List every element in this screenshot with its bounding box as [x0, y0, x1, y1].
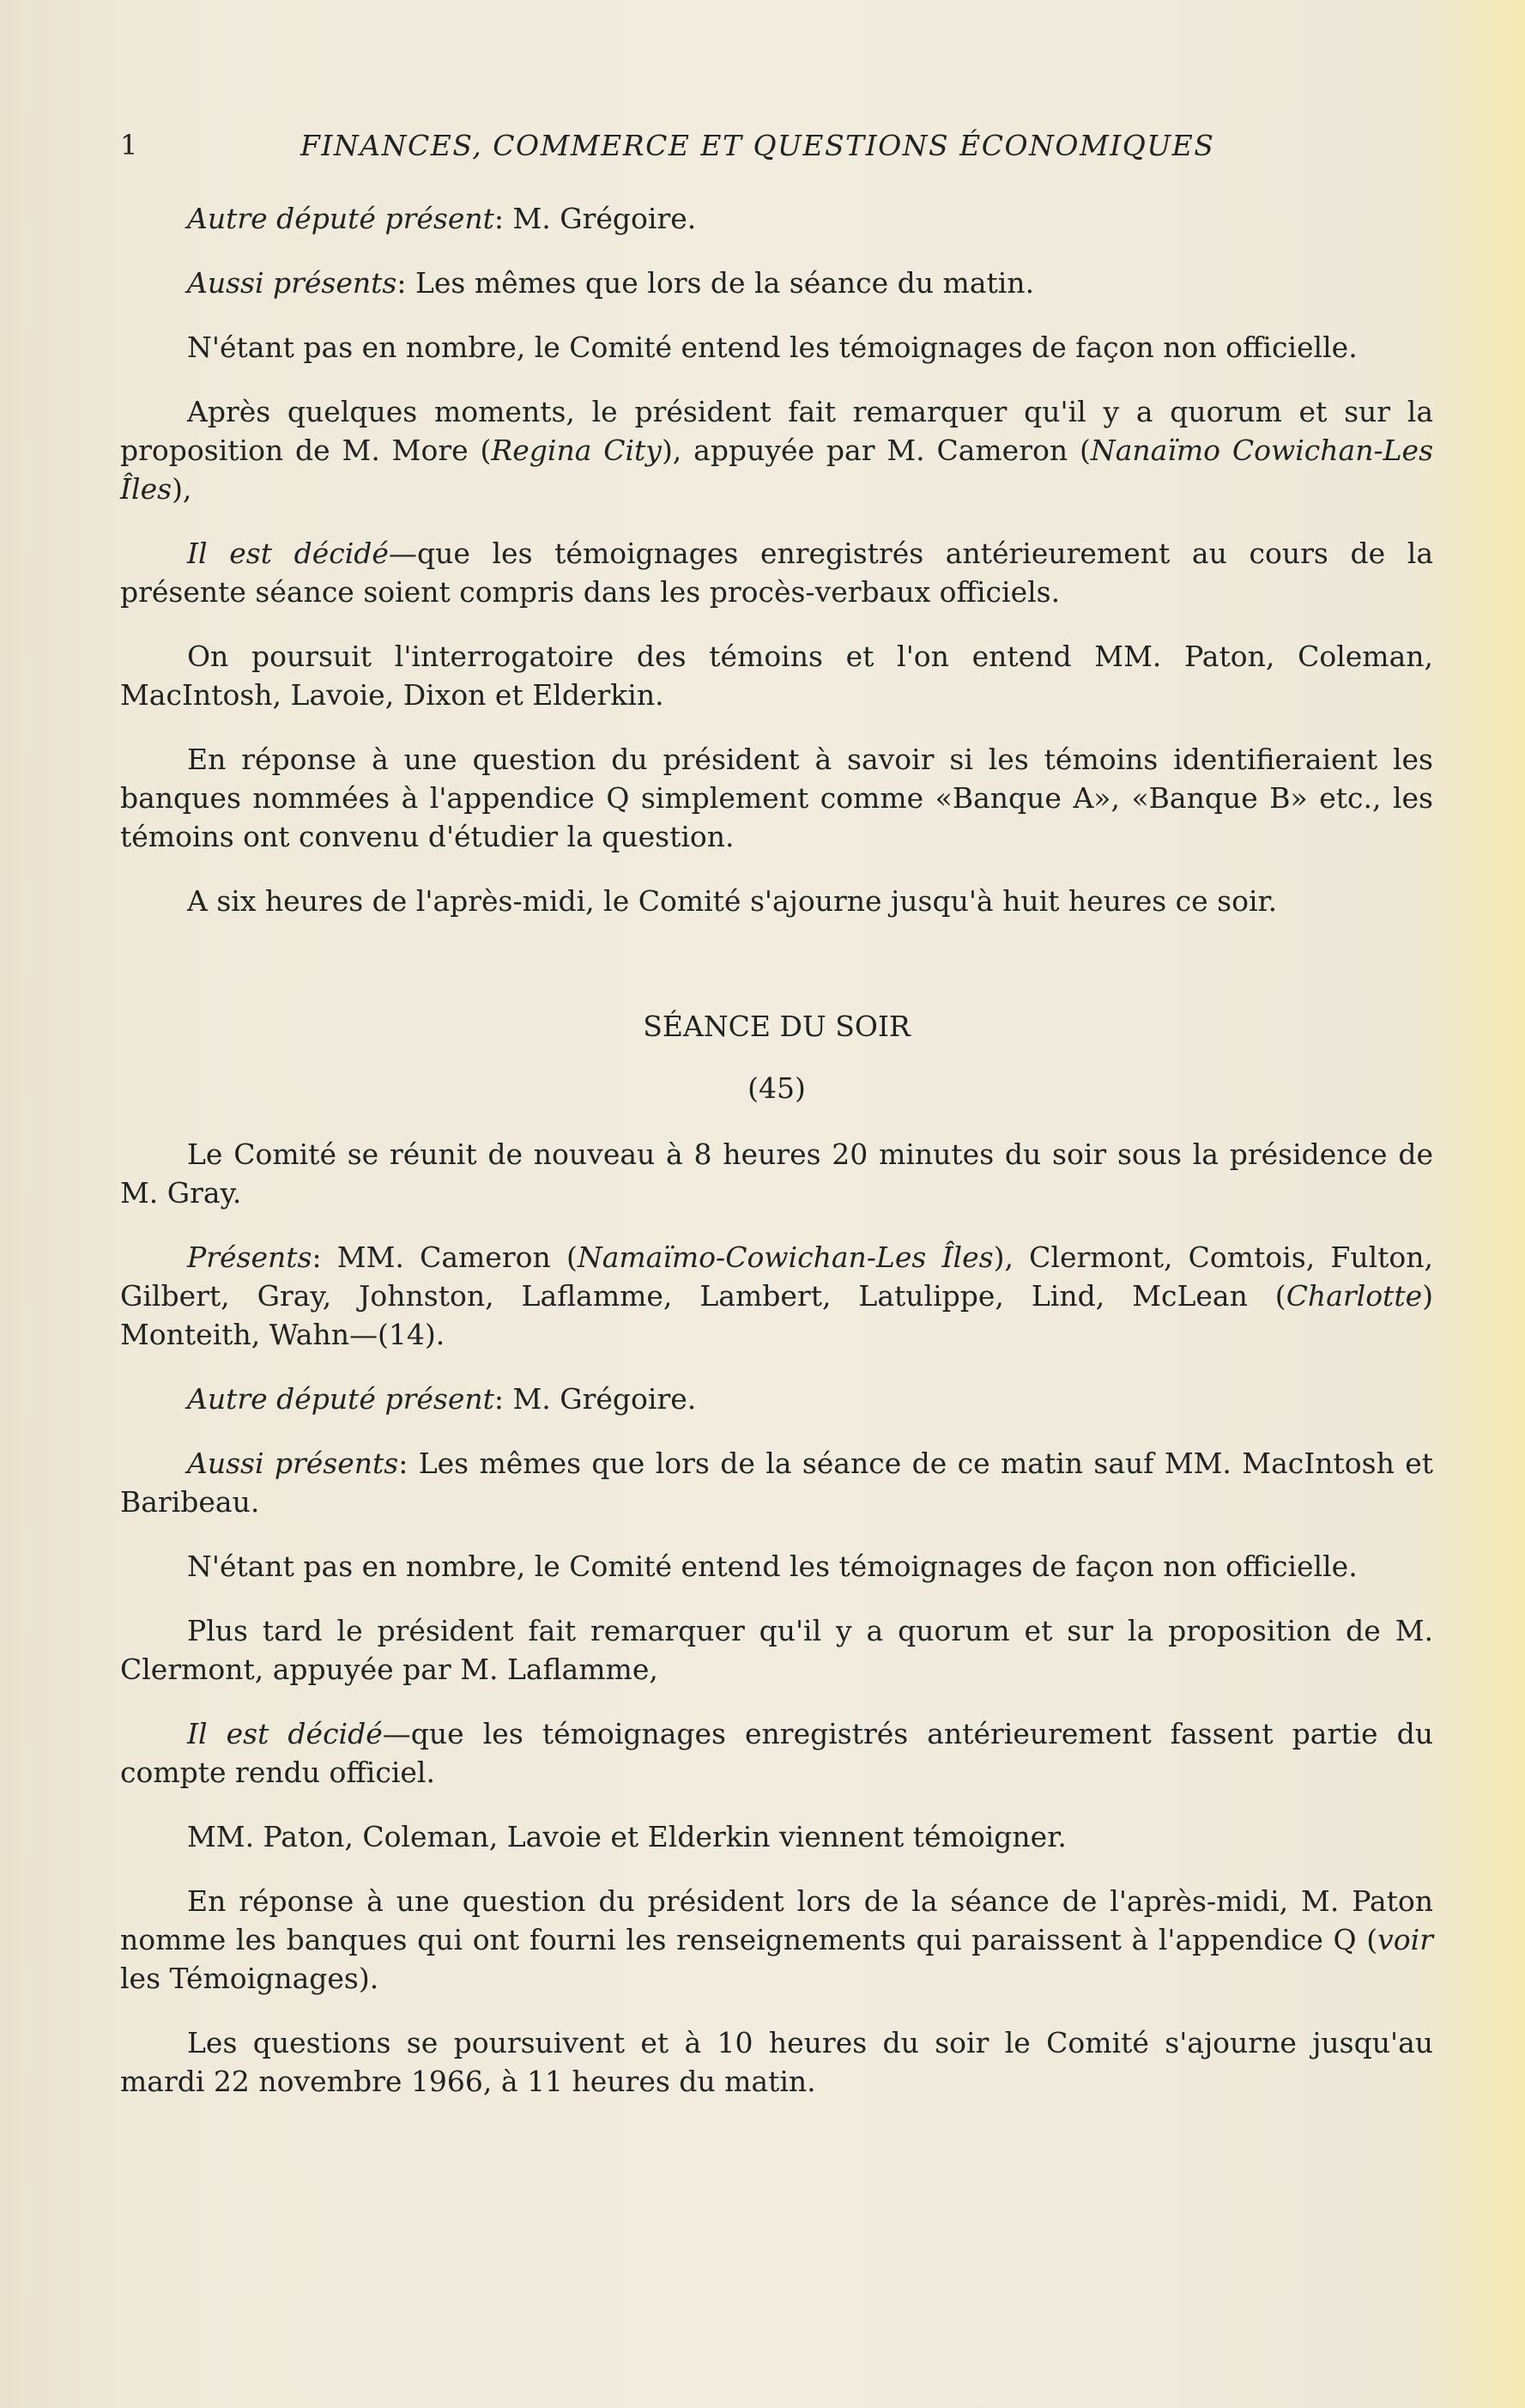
afternoon-other-member-present: Autre député présent: M. Grégoire. — [187, 202, 697, 235]
label: Aussi présents — [187, 1447, 399, 1480]
afternoon-resolution: Il est décidé—que les témoignages enregistrés antérieurement au cours de la présente séance soient compris dans les procès-verbaux officiels. — [120, 537, 1433, 609]
afternoon-no-quorum: N'étant pas en nombre, le Comité entend les témoignages de façon non officielle. — [187, 331, 1358, 364]
evening-adjournment: Les questions se poursuivent et à 10 heures du soir le Comité s'ajourne jusqu'au mardi 22 novembre 1966, à 11 heures du matin. — [120, 2026, 1433, 2098]
afternoon-appendix-question: En réponse à une question du président à savoir si les témoins identifieraient les banques nommées à l'appendice Q simplement comme «Banque A», «Banque B» etc., les témoins ont convenu d'étudier la question. — [120, 743, 1433, 853]
page-number: 1 — [120, 129, 138, 161]
afternoon-adjournment: A six heures de l'après-midi, le Comité s'ajourne jusqu'à huit heures ce soir. — [187, 884, 1278, 918]
evening-members-present: Présents: MM. Cameron (Namaïmo-Cowichan-Les Îles), Clermont, Comtois, Fulton, Gilbert, Gray, Johnston, Laflamme, Lambert, Latulippe, Lind, McLean (Charlotte) Monteith, Wahn—(14). — [120, 1240, 1433, 1351]
afternoon-witnesses: On poursuit l'interrogatoire des témoins et l'on entend MM. Paton, Coleman, MacIntosh, Lavoie, Dixon et Elderkin. — [120, 640, 1433, 712]
evening-quorum-motion: Plus tard le président fait remarquer qu'il y a quorum et sur la proposition de M. Clermont, appuyée par M. Laflamme, — [120, 1614, 1433, 1686]
label: Il est décidé — [187, 1717, 383, 1750]
evening-meeting-opening: Le Comité se réunit de nouveau à 8 heures 20 minutes du soir sous la présidence de M. Gray. — [120, 1137, 1433, 1210]
label: Autre député présent — [187, 202, 494, 235]
section-number: (45) — [747, 1071, 806, 1105]
label: Autre député présent — [187, 1382, 494, 1416]
afternoon-also-present: Aussi présents: Les mêmes que lors de la séance du matin. — [187, 266, 1035, 300]
page-header — [120, 129, 1433, 172]
label: Présents — [187, 1240, 312, 1274]
afternoon-quorum-motion: Après quelques moments, le président fait remarquer qu'il y a quorum et sur la proposition de M. More (Regina City), appuyée par M. Cameron (Nanaïmo Cowichan-Les Îles), — [120, 395, 1434, 506]
section-heading: SÉANCE DU SOIR — [643, 1010, 911, 1043]
running-head: FINANCES, COMMERCE ET QUESTIONS ÉCONOMIQUES — [300, 129, 1215, 162]
evening-no-quorum: N'étant pas en nombre, le Comité entend les témoignages de façon non officielle. — [187, 1550, 1358, 1583]
document-body — [120, 199, 1433, 2126]
evening-resolution: Il est décidé—que les témoignages enregistrés antérieurement fassent partie du compte rendu officiel. — [120, 1717, 1434, 1789]
evening-appendix-answer: En réponse à une question du président lors de la séance de l'après-midi, M. Paton nomme les banques qui ont fourni les renseignements qui paraissent à l'appendice Q (voir les Témoignages). — [120, 1884, 1433, 1995]
evening-also-present: Aussi présents: Les mêmes que lors de la séance de ce matin sauf MM. MacIntosh et Baribeau. — [120, 1447, 1434, 1519]
evening-witnesses: MM. Paton, Coleman, Lavoie et Elderkin viennent témoigner. — [187, 1820, 1067, 1853]
evening-other-member-present: Autre député présent: M. Grégoire. — [187, 1382, 697, 1416]
label: Il est décidé — [187, 537, 389, 570]
label: Aussi présents — [187, 266, 397, 300]
